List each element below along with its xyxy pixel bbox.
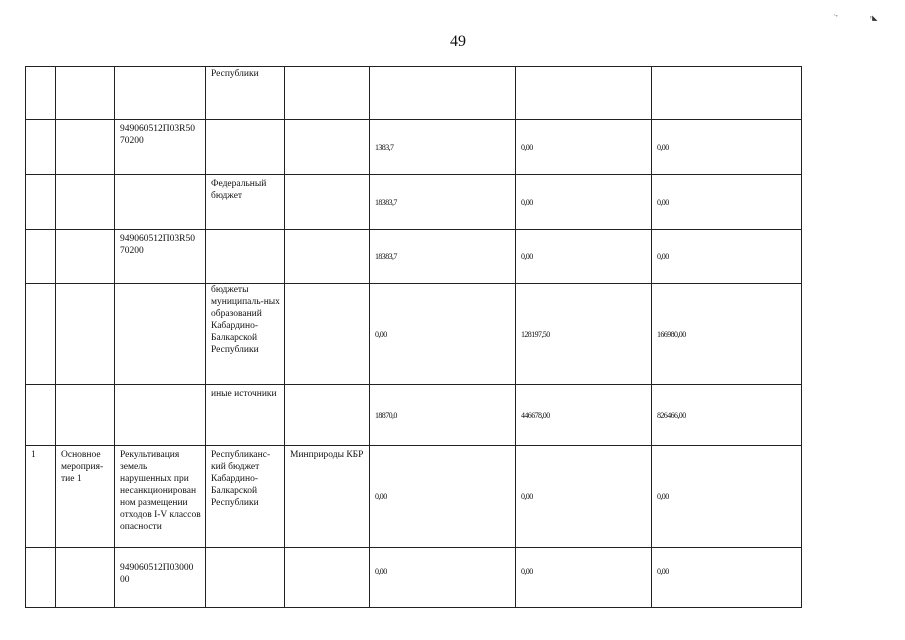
cell-source: [206, 230, 285, 284]
cell-source: Республики: [206, 67, 285, 120]
cell-status: [56, 67, 115, 120]
scan-mark: ‵ʼ: [834, 14, 838, 22]
cell-value-2: 0,00: [516, 230, 652, 284]
cell-value-3: 0,00: [652, 175, 802, 230]
cell-value-2: 0,00: [516, 446, 652, 548]
cell-name: [115, 67, 206, 120]
cell-value-1: [370, 67, 516, 120]
cell-source: [206, 548, 285, 608]
cell-value-1: 18383,7: [370, 230, 516, 284]
cell-value-2: [516, 67, 652, 120]
cell-value-2: 128197,50: [516, 284, 652, 385]
cell-executor: [285, 385, 370, 446]
cell-value-3: 0,00: [652, 548, 802, 608]
cell-no: [26, 120, 56, 175]
cell-executor: [285, 67, 370, 120]
cell-status: [56, 385, 115, 446]
cell-source: Федеральный бюджет: [206, 175, 285, 230]
cell-source: [206, 120, 285, 175]
cell-executor: [285, 548, 370, 608]
budget-table: [25, 66, 802, 608]
table-row: [26, 120, 802, 175]
cell-status: [56, 284, 115, 385]
cell-name: 949060512П03000 00: [115, 548, 206, 608]
cell-value-2: 0,00: [516, 120, 652, 175]
cell-name: [115, 284, 206, 385]
table-row: [26, 67, 802, 120]
cell-source: бюджеты муниципаль-ных образований Кабардино-Балкарской Республики: [206, 284, 285, 385]
cell-value-1: 0,00: [370, 446, 516, 548]
cell-name: [115, 385, 206, 446]
cell-status: [56, 548, 115, 608]
cell-no: [26, 548, 56, 608]
table-row: [26, 548, 802, 608]
table-row: [26, 284, 802, 385]
cell-value-2: 0,00: [516, 175, 652, 230]
table-row: [26, 230, 802, 284]
cell-no: [26, 67, 56, 120]
cell-name: Рекультивация земель нарушенных при несанкционирован ном размещении отходов I-V классов опасности: [115, 446, 206, 548]
cell-value-3: [652, 67, 802, 120]
cell-status: [56, 230, 115, 284]
cell-value-2: 446678,00: [516, 385, 652, 446]
cell-name: [115, 175, 206, 230]
cell-value-3: 0,00: [652, 120, 802, 175]
cell-name: 949060512П03R50 70200: [115, 120, 206, 175]
table-row: [26, 446, 802, 548]
cell-source: Республиканс-кий бюджет Кабардино-Балкарской Республики: [206, 446, 285, 548]
cell-no: [26, 385, 56, 446]
scan-mark: ʸ◣: [870, 14, 878, 22]
cell-executor: [285, 284, 370, 385]
cell-value-1: 1383,7: [370, 120, 516, 175]
cell-status: [56, 175, 115, 230]
cell-value-3: 826466,00: [652, 385, 802, 446]
cell-value-2: 0,00: [516, 548, 652, 608]
cell-value-3: 0,00: [652, 446, 802, 548]
cell-value-3: 0,00: [652, 230, 802, 284]
cell-value-1: 18383,7: [370, 175, 516, 230]
cell-value-1: 0,00: [370, 284, 516, 385]
cell-executor: [285, 230, 370, 284]
cell-executor: [285, 175, 370, 230]
cell-value-3: 166980,00: [652, 284, 802, 385]
cell-no: 1: [26, 446, 56, 548]
table-row: [26, 175, 802, 230]
cell-source: иные источники: [206, 385, 285, 446]
cell-value-1: 18870,0: [370, 385, 516, 446]
cell-executor: Минприроды КБР: [285, 446, 370, 548]
cell-no: [26, 175, 56, 230]
cell-status: [56, 120, 115, 175]
cell-executor: [285, 120, 370, 175]
table-row: [26, 385, 802, 446]
page-number: 49: [450, 33, 466, 50]
cell-name: 949060512П03R50 70200: [115, 230, 206, 284]
cell-no: [26, 230, 56, 284]
cell-value-1: 0,00: [370, 548, 516, 608]
cell-status: Основное мероприя-тие 1: [56, 446, 115, 548]
cell-no: [26, 284, 56, 385]
